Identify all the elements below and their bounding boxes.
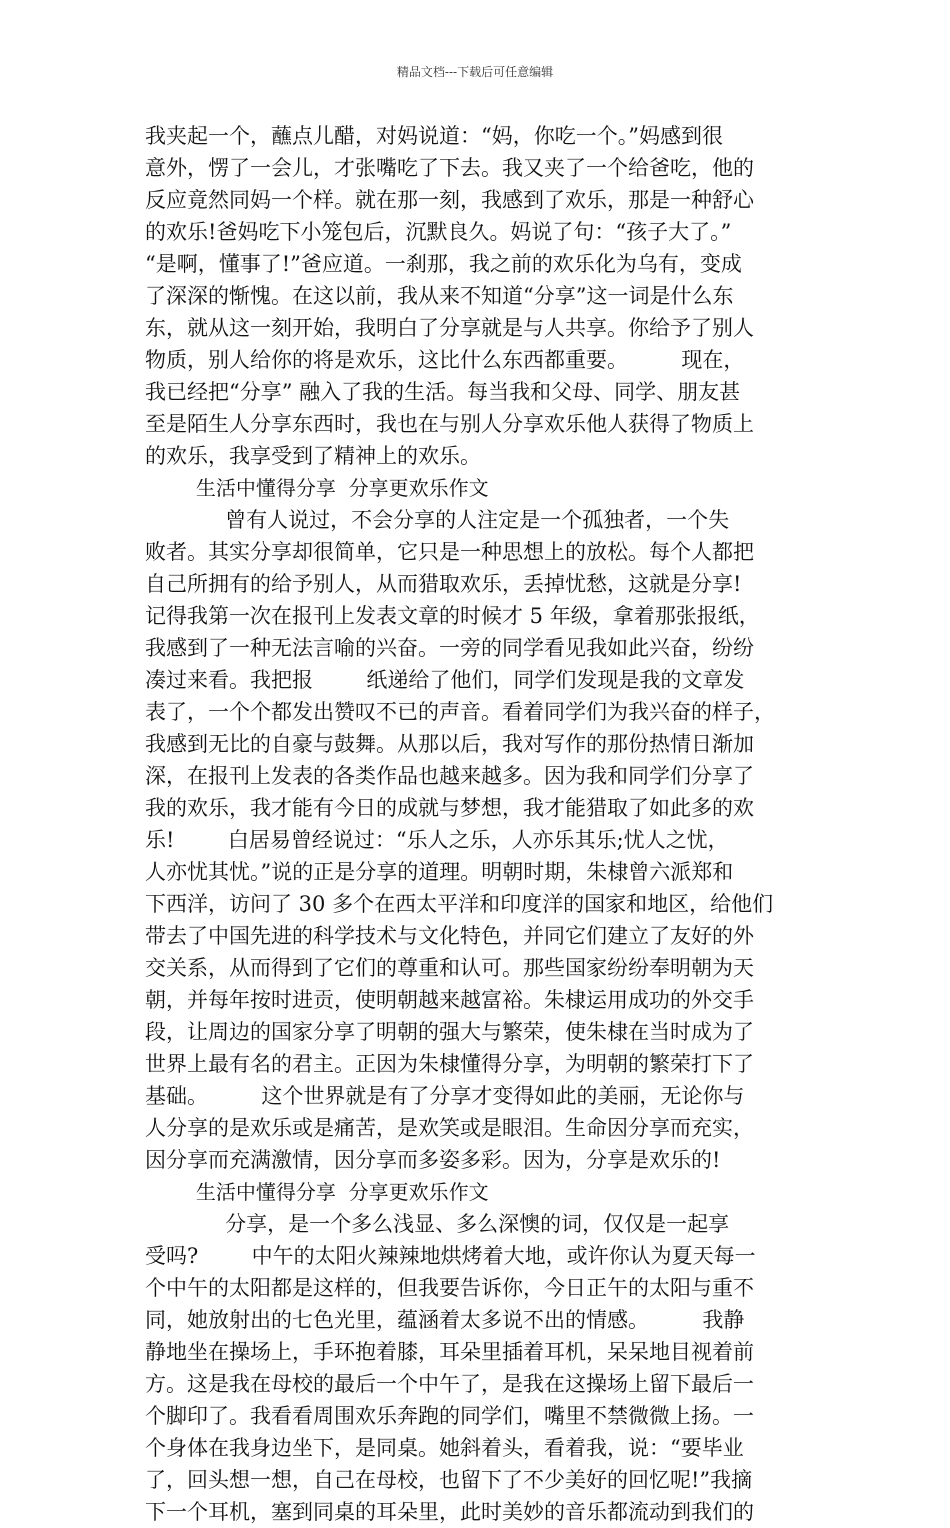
text-line: 下一个耳机，塞到同桌的耳朵里，此时美妙的音乐都流动到我们的 <box>145 1500 754 1524</box>
text-line: 因分享而充满激情，因分享而多姿多彩。因为，分享是欢乐的! <box>145 1148 721 1172</box>
text-line: 深，在报刊上发表的各类作品也越来越多。因为我和同学们分享了 <box>145 764 754 788</box>
text-line: 受吗? 中午的太阳火辣辣地烘烤着大地，或许你认为夏天每一 <box>145 1244 756 1268</box>
text-line: 世界上最有名的君主。正因为朱棣懂得分享，为明朝的繁荣打下了 <box>145 1052 754 1076</box>
text-line: 下西洋，访问了 30 多个在西太平洋和印度洋的国家和地区，给他们 <box>145 892 774 916</box>
text-line: 自己所拥有的给予别人，从而猎取欢乐，丢掉忧愁，这就是分享! <box>145 572 742 596</box>
text-line: 乐! 白居易曾经说过：“乐人之乐，人亦乐其乐;忧人之忧， <box>145 828 729 852</box>
text-line: “是啊，懂事了!”爸应道。一刹那，我之前的欢乐化为乌有，变成 <box>145 252 742 276</box>
text-line: 个脚印了。我看看周围欢乐奔跑的同学们，嘴里不禁微微上扬。一 <box>145 1404 754 1428</box>
text-line: 物质，别人给你的将是欢乐，这比什么东西都重要。 现在， <box>145 348 745 372</box>
text-line: 的欢乐!爸妈吃下小笼包后，沉默良久。妈说了句：“孩子大了。” <box>145 220 732 244</box>
text-line: 方。这是我在母校的最后一个中午了，是我在这操场上留下最后一 <box>145 1372 754 1396</box>
text-line: 至是陌生人分享东西时，我也在与别人分享欢乐他人获得了物质上 <box>145 412 754 436</box>
text-line: 交关系，从而得到了它们的尊重和认可。那些国家纷纷奉明朝为天 <box>145 956 754 980</box>
text-line: 东，就从这一刻开始，我明白了分享就是与人共享。你给予了别人 <box>145 316 754 340</box>
text-line: 曾有人说过，不会分享的人注定是一个孤独者，一个失 <box>145 508 730 532</box>
text-line: 我感到无比的自豪与鼓舞。从那以后，我对写作的那份热情日渐加 <box>145 732 754 756</box>
text-line: 我的欢乐，我才能有今日的成就与梦想，我才能猎取了如此多的欢 <box>145 796 754 820</box>
text-line: 败者。其实分享却很简单，它只是一种思想上的放松。每个人都把 <box>145 540 754 564</box>
text-line: 我已经把“分享” 融入了我的生活。每当我和父母、同学、朋友甚 <box>145 380 741 404</box>
text-line: 我夹起一个，蘸点儿醋，对妈说道：“妈，你吃一个。”妈感到很 <box>145 124 723 148</box>
text-line: 意外，愣了一会儿，才张嘴吃了下去。我又夹了一个给爸吃，他的 <box>145 156 754 180</box>
text-line: 个中午的太阳都是这样的，但我要告诉你，今日正午的太阳与重不 <box>145 1276 754 1300</box>
text-line: 记得我第一次在报刊上发表文章的时候才 5 年级，拿着那张报纸， <box>145 604 760 628</box>
text-line: 我感到了一种无法言喻的兴奋。一旁的同学看见我如此兴奋，纷纷 <box>145 636 754 660</box>
text-line: 反应竟然同妈一个样。就在那一刻，我感到了欢乐，那是一种舒心 <box>145 188 754 212</box>
text-line: 人亦忧其忧。”说的正是分享的道理。明朝时期，朱棣曾六派郑和 <box>145 860 734 884</box>
text-line: 静地坐在操场上，手环抱着膝，耳朵里插着耳机，呆呆地目视着前 <box>145 1340 754 1364</box>
text-line: 个身体在我身边坐下，是同桌。她斜着头，看着我，说：“要毕业 <box>145 1436 744 1460</box>
text-line: 表了，一个个都发出赞叹不已的声音。看着同学们为我兴奋的样子， <box>145 700 775 724</box>
section-heading: 生活中懂得分享 分享更欢乐作文 <box>145 476 489 500</box>
text-line: 带去了中国先进的科学技术与文化特色，并同它们建立了友好的外 <box>145 924 754 948</box>
page-header: 精品文档---下载后可任意编辑 <box>396 65 554 79</box>
document-body <box>145 120 815 1528</box>
section-heading: 生活中懂得分享 分享更欢乐作文 <box>145 1180 489 1204</box>
text-line: 凑过来看。我把报 纸递给了他们，同学们发现是我的文章发 <box>145 668 745 692</box>
text-line: 朝，并每年按时进贡，使明朝越来越富裕。朱棣运用成功的外交手 <box>145 988 754 1012</box>
text-line: 了深深的惭愧。在这以前，我从来不知道“分享”这一词是什么东 <box>145 284 734 308</box>
text-line: 的欢乐，我享受到了精神上的欢乐。 <box>145 444 481 468</box>
text-line: 段，让周边的国家分享了明朝的强大与繁荣，使朱棣在当时成为了 <box>145 1020 754 1044</box>
text-line: 基础。 这个世界就是有了分享才变得如此的美丽，无论你与 <box>145 1084 745 1108</box>
text-line: 分享，是一个多么浅显、多么深懊的词，仅仅是一起享 <box>145 1212 730 1236</box>
text-line: 了，回头想一想，自己在母校，也留下了不少美好的回忆呢!”我摘 <box>145 1468 753 1492</box>
text-line: 同，她放射出的七色光里，蕴涵着太多说不出的情感。 我静 <box>145 1308 745 1332</box>
text-line: 人分享的是欢乐或是痛苦，是欢笑或是眼泪。生命因分享而充实， <box>145 1116 754 1140</box>
